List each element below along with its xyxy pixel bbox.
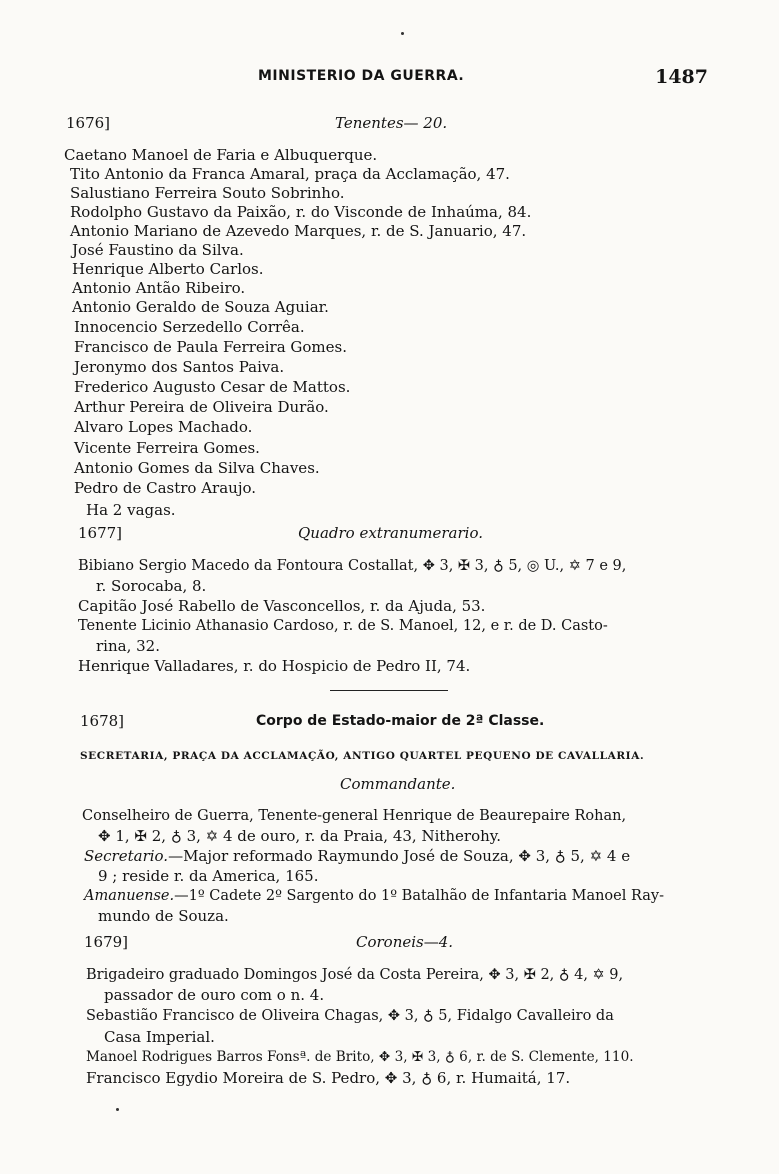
list-item: José Faustino da Silva. — [72, 241, 244, 259]
list-item: Francisco de Paula Ferreira Gomes. — [74, 338, 347, 356]
list-item: Henrique Valladares, r. do Hospicio de Pedro II, 74. — [78, 657, 471, 675]
list-item: rina, 32. — [96, 637, 160, 655]
list-item: Innocencio Serzedello Corrêa. — [74, 318, 305, 336]
role-label: Amanuense. — [84, 888, 175, 904]
list-item: Bibiano Sergio Macedo da Fontoura Costallat, ✥ 3, ✠ 3, ♁ 5, ◎ U., ✡ 7 e 9, — [78, 558, 627, 574]
list-item: Francisco Egydio Moreira de S. Pedro, ✥ 3, ♁ 6, r. Humaitá, 17. — [86, 1069, 571, 1087]
section-number: 1678] — [80, 712, 125, 730]
list-item: 9 ; reside r. da America, 165. — [98, 867, 319, 885]
list-item: Henrique Alberto Carlos. — [72, 260, 264, 278]
page-header — [78, 66, 718, 92]
list-item: Tenente Licinio Athanasio Cardoso, r. de S. Manoel, 12, e r. de D. Casto- — [78, 618, 608, 634]
list-item: Jeronymo dos Santos Paiva. — [74, 358, 285, 376]
list-item: Salustiano Ferreira Souto Sobrinho. — [70, 184, 345, 202]
list-item: Arthur Pereira de Oliveira Durão. — [74, 398, 329, 416]
section-divider — [330, 690, 448, 691]
list-item: Rodolpho Gustavo da Paixão, r. do Visconde de Inhaúma, 84. — [70, 203, 532, 221]
list-item-text: —Major reformado Raymundo José de Souza, ✥ 3, ♁ 5, ✡ 4 e — [168, 847, 631, 865]
section-heading: Corpo de Estado-maior de 2ª Classe. — [256, 713, 545, 729]
section-number: 1679] — [84, 933, 129, 951]
list-item: Tito Antonio da Franca Amaral, praça da Acclamação, 47. — [70, 165, 510, 183]
list-item: Antonio Geraldo de Souza Aguiar. — [72, 298, 329, 316]
list-item: Alvaro Lopes Machado. — [74, 418, 253, 436]
list-item: Casa Imperial. — [104, 1028, 215, 1046]
ink-dot — [116, 1108, 119, 1111]
list-item: Antonio Gomes da Silva Chaves. — [74, 459, 320, 477]
list-item: Brigadeiro graduado Domingos José da Costa Pereira, ✥ 3, ✠ 2, ♁ 4, ✡ 9, — [86, 967, 624, 983]
section-heading: Quadro extranumerario. — [298, 524, 483, 542]
section-number: 1676] — [66, 114, 111, 132]
role-heading: Commandante. — [340, 775, 456, 793]
vacancy-note: Ha 2 vagas. — [86, 501, 176, 519]
role-label: Secretario. — [84, 847, 169, 865]
list-item: Antonio Antão Ribeiro. — [72, 279, 246, 297]
list-item: mundo de Souza. — [98, 907, 229, 925]
list-item — [84, 847, 630, 865]
list-item: ✥ 1, ✠ 2, ♁ 3, ✡ 4 de ouro, r. da Praia, 43, Nitherohy. — [98, 827, 502, 845]
page-number: 1487 — [655, 66, 708, 88]
list-item: Antonio Mariano de Azevedo Marques, r. de S. Januario, 47. — [70, 222, 527, 240]
section-heading: Coroneis—4. — [356, 933, 454, 951]
list-item: Sebastião Francisco de Oliveira Chagas, ✥ 3, ♁ 5, Fidalgo Cavalleiro da — [86, 1008, 614, 1024]
section-subheading: SECRETARIA, PRAÇA DA ACCLAMAÇÃO, ANTIGO QUARTEL PEQUENO DE CAVALLARIA. — [80, 750, 645, 762]
list-item: Pedro de Castro Araujo. — [74, 479, 257, 497]
list-item: passador de ouro com o n. 4. — [104, 986, 325, 1004]
list-item: Frederico Augusto Cesar de Mattos. — [74, 378, 351, 396]
list-item: r. Sorocaba, 8. — [96, 577, 207, 595]
running-title: MINISTERIO DA GUERRA. — [258, 68, 465, 84]
list-item: Conselheiro de Guerra, Tenente-general Henrique de Beaurepaire Rohan, — [82, 808, 627, 824]
section-heading: Tenentes— 20. — [335, 114, 448, 132]
list-item — [84, 887, 664, 905]
list-item: Caetano Manoel de Faria e Albuquerque. — [64, 146, 378, 164]
ink-dot — [401, 32, 404, 35]
list-item: Manoel Rodrigues Barros Fonsª. de Brito, ✥ 3, ✠ 3, ♁ 6, r. de S. Clemente, 110. — [86, 1049, 634, 1065]
list-item: Vicente Ferreira Gomes. — [74, 439, 260, 457]
list-item-text: —1º Cadete 2º Sargento do 1º Batalhão de Infantaria Manoel Ray- — [174, 888, 664, 904]
section-number: 1677] — [78, 524, 123, 542]
list-item: Capitão José Rabello de Vasconcellos, r. da Ajuda, 53. — [78, 597, 486, 615]
